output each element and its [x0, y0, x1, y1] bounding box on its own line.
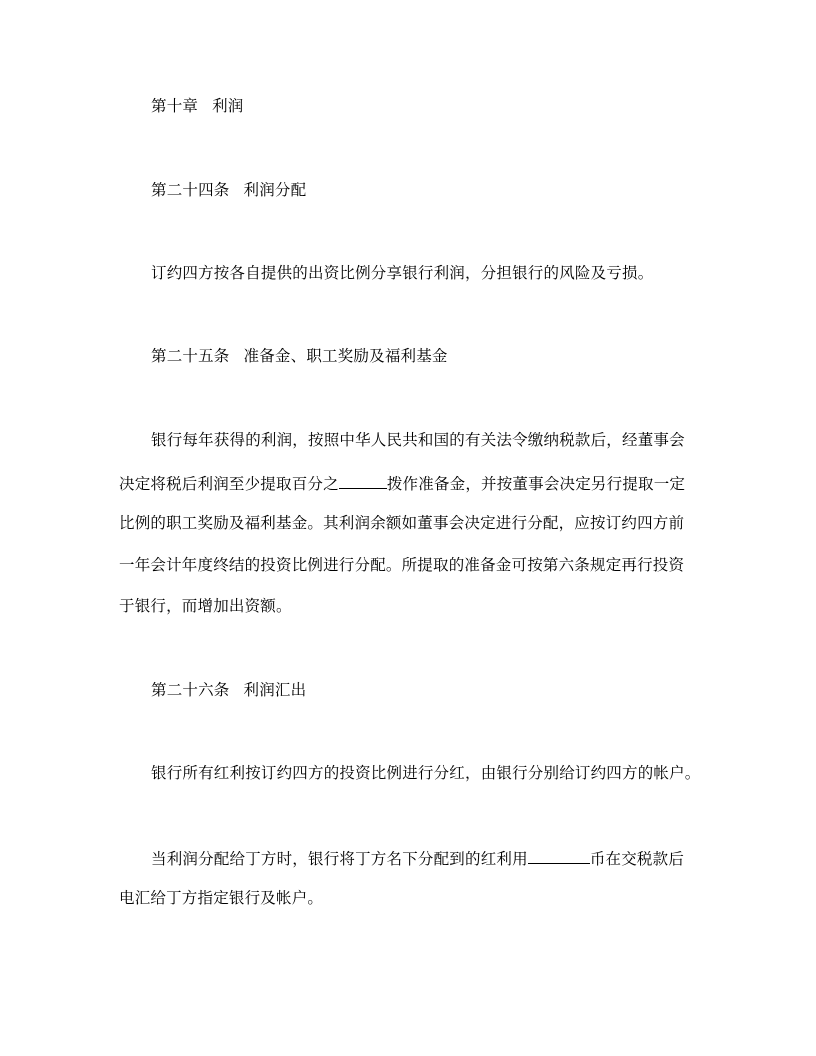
article-24-body: 订约四方按各自提供的出资比例分享银行利润，分担银行的风险及亏损。: [151, 264, 654, 282]
currency-blank: [528, 847, 590, 864]
article-26-number: 第二十六条: [151, 681, 230, 699]
article-25-line-2-start: 决定将税后利润至少提取百分之: [119, 475, 339, 493]
article-25-line-4: 一年会计年度终结的投资比例进行分配。所提取的准备金可按第六条规定再行投资: [119, 556, 685, 574]
article-26-heading: [151, 680, 306, 700]
article-24-heading: [151, 180, 306, 200]
article-25-line-1: 银行每年获得的利润，按照中华人民共和国的有关法令缴纳税款后，经董事会: [151, 431, 685, 449]
chapter-number: 第十章: [151, 97, 199, 115]
article-25-number: 第二十五条: [151, 347, 230, 365]
article-24-title: 利润分配: [243, 181, 307, 199]
percentage-blank: [339, 472, 387, 489]
article-26-para-2-line-2: 电汇给丁方指定银行及帐户。: [119, 889, 324, 907]
chapter-heading: [151, 96, 244, 116]
article-25-title: 准备金、职工奖励及福利基金: [243, 347, 448, 365]
chapter-title: 利润: [212, 97, 244, 115]
article-26-title: 利润汇出: [243, 681, 307, 699]
article-25-line-2: [119, 472, 685, 494]
article-26-para-2-start: 当利润分配给丁方时，银行将丁方名下分配到的红利用: [151, 850, 528, 868]
article-25-line-3: 比例的职工奖励及福利基金。其利润余额如董事会决定进行分配，应按订约四方前: [119, 514, 685, 532]
article-25-line-5: 于银行，而增加出资额。: [119, 597, 292, 615]
article-25-line-2-end: 拨作准备金，并按董事会决定另行提取一定: [386, 475, 686, 493]
article-26-para-2-end: 币在交税款后: [589, 850, 685, 868]
article-25-heading: [151, 346, 448, 366]
article-24-number: 第二十四条: [151, 181, 230, 199]
article-26-para-2-line-1: [151, 847, 684, 869]
article-26-para-1: 银行所有红利按订约四方的投资比例进行分红，由银行分别给订约四方的帐户。: [151, 764, 701, 782]
